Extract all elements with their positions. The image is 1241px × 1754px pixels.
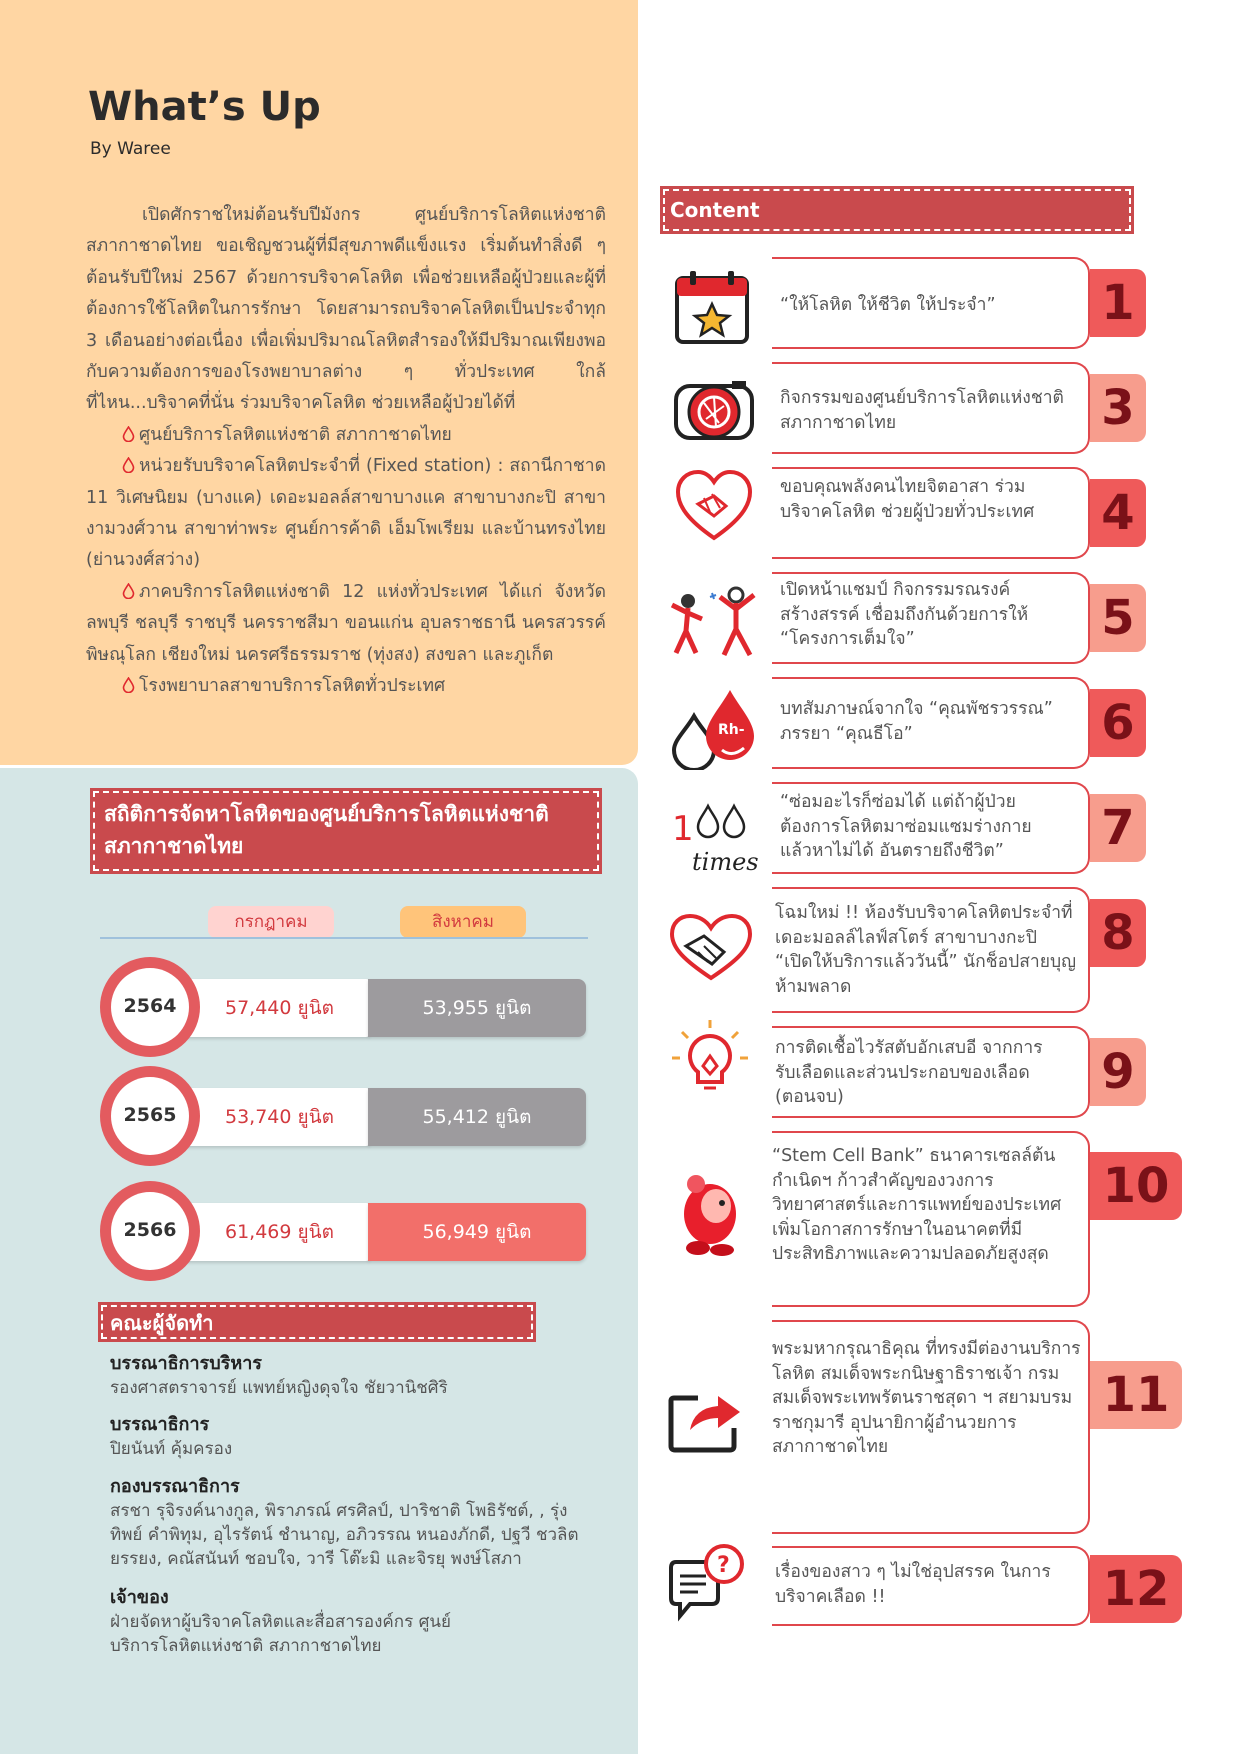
- content-text[interactable]: เปิดหน้าแชมป์ กิจกรรมรณรงค์สร้างสรรค์ เชื่อมถึงกันด้วยการให้ “โครงการเต็มใจ”: [780, 580, 1029, 649]
- svg-text:times: times: [692, 848, 759, 876]
- svg-text:1: 1: [672, 809, 694, 849]
- content-text[interactable]: “ให้โลหิต ให้ชีวิต ให้ประจำ”: [780, 295, 996, 315]
- stats-title: สถิติการจัดหาโลหิตของศูนย์บริการโลหิตแห่งชาติ สภากาชาดไทย: [90, 788, 602, 874]
- content-text[interactable]: ขอบคุณพลังคนไทยจิตอาสา ร่วมบริจาคโลหิต ช่วยผู้ป่วยทั่วประเทศ: [780, 477, 1035, 522]
- staff-names: สรชา รุจิรงค์นางกูล, พิราภรณ์ ศรศิลป์, ปาริชาติ โพธิรัชต์, , รุ่งทิพย์ คำพิทุม, อุไรรัตน์ ชำนาญ, อภิวรรณ หนองภักดี, ปฐวี ชวลิตยรรยง, คณัสนันท์ ชอบใจ, วารี โต๊ะมิ และจิรยุ พงษ์โสภา: [110, 1501, 579, 1569]
- lightbulb-icon: [670, 1018, 750, 1098]
- handshake-heart-icon: [668, 912, 754, 984]
- intro-bullet: โรงพยาบาลสาขาบริการโลหิตทั่วประเทศ: [86, 671, 606, 702]
- rh-blood-drop-icon: [668, 686, 764, 770]
- content-text[interactable]: กิจกรรมของศูนย์บริการโลหิตแห่งชาติ สภากาชาดไทย: [780, 388, 1064, 433]
- content-text[interactable]: บทสัมภาษณ์จากใจ “คุณพัชรวรรณ” ภรรยา “คุณธีโอ”: [780, 699, 1053, 744]
- page-number: 7: [1090, 794, 1146, 862]
- year-label: 2565: [123, 1104, 177, 1126]
- 100-times-icon: [670, 800, 760, 882]
- intro-paragraph: เปิดศักราชใหม่ต้อนรับปีมังกร ศูนย์บริการโลหิตแห่งชาติ สภากาชาดไทย ขอเชิญชวนผู้ที่มีสุขภาพดีแข็งแรง เริ่มต้นทำสิ่งดี ๆ ต้อนรับปีใหม่ 2567 ด้วยการบริจาคโลหิต เพื่อช่วยเหลือผู้ป่วยและผู้ที่ต้องการใช้โลหิตในการรักษา โดยสามารถบริจาคโลหิตเป็นประจำทุก 3 เดือนอย่างต่อเนื่อง เพื่อเพิ่มปริมาณโลหิตสำรองให้มีปริมาณเพียงพอกับความต้องการของโรงพยาบาลต่าง ๆ ทั่วประเทศ ใกล้ที่ไหน...บริจาคที่นั่น ร่วมบริจาคโลหิต ช่วยเหลือผู้ป่วยได้ที่: [86, 205, 606, 414]
- staff-role: บรรณาธิการบริหาร: [110, 1353, 262, 1374]
- page-number: 5: [1090, 584, 1146, 652]
- share-icon: [668, 1382, 744, 1454]
- blood-drop-icon: [122, 583, 135, 599]
- content-text[interactable]: การติดเชื้อไวรัสตับอักเสบอี จากการรับเลือดและส่วนประกอบของเลือด (ตอนจบ): [775, 1038, 1043, 1107]
- page-number: 10: [1090, 1152, 1182, 1220]
- staff-group: [110, 1352, 590, 1400]
- august-value: 55,412 ยูนิต: [422, 1106, 532, 1128]
- svg-text:?: ?: [717, 1553, 730, 1578]
- stats-row: [100, 957, 590, 1057]
- intro-bullet: ภาคบริการโลหิตแห่งชาติ 12 แห่งทั่วประเทศ ได้แก่ จังหวัดลพบุรี ชลบุรี ราชบุรี นครราชสีมา ขอนแก่น อุบลราชธานี นครสวรรค์ พิษณุโลก เชียงใหม่ นครศรีธรรมราช (ทุ่งสง) สงขลา และภูเก็ต: [86, 581, 606, 665]
- staff-group: [110, 1586, 470, 1658]
- staff-group: [110, 1475, 592, 1571]
- page-number: 1: [1090, 269, 1146, 337]
- cheering-people-icon: [666, 583, 764, 665]
- staff-title: คณะผู้จัดทำ: [98, 1302, 536, 1342]
- staff-role: เจ้าของ: [110, 1587, 169, 1608]
- staff-group: [110, 1413, 590, 1461]
- august-value: 53,955 ยูนิต: [422, 997, 532, 1019]
- year-label: 2566: [123, 1219, 177, 1241]
- calendar-star-icon: [672, 268, 752, 348]
- content-text[interactable]: พระมหากรุณาธิคุณ ที่ทรงมีต่องานบริการโลหิต สมเด็จพระกนิษฐาธิราชเจ้า กรมสมเด็จพระเทพรัตนราชสุดา ฯ สยามบรมราชกุมารี อุปนายิกาผู้อำนวยการ สภากาชาดไทย: [772, 1339, 1081, 1457]
- month-header-july: กรกฎาคม: [208, 906, 334, 938]
- year-label: 2564: [123, 995, 177, 1017]
- content-text[interactable]: “Stem Cell Bank” ธนาคารเซลล์ต้นกำเนิดฯ ก้าวสำคัญของวงการวิทยาศาสตร์และการแพทย์ของประเทศ เพิ่มโอกาสการรักษาในอนาคตที่มีประสิทธิภาพและความปลอดภัยสูงสุด: [772, 1146, 1062, 1264]
- question-chat-icon: [668, 1542, 748, 1622]
- intro-bullet: ศูนย์บริการโลหิตแห่งชาติ สภากาชาดไทย: [86, 420, 606, 451]
- staff-names: รองศาสตราจารย์ แพทย์หญิงดุจใจ ชัยวานิชศิริ: [110, 1378, 448, 1398]
- content-title: Content: [660, 186, 1134, 234]
- svg-text:Rh-: Rh-: [718, 722, 745, 738]
- month-header-august: สิงหาคม: [400, 906, 526, 938]
- staff-names: ฝ่ายจัดหาผู้บริจาคโลหิตและสื่อสารองค์กร ศูนย์บริการโลหิตแห่งชาติ สภากาชาดไทย: [110, 1612, 452, 1656]
- mascot-icon: [676, 1170, 746, 1258]
- content-text[interactable]: เรื่องของสาว ๆ ไม่ใช่อุปสรรค ในการบริจาคเลือด !!: [775, 1562, 1051, 1607]
- header-divider: [100, 937, 588, 939]
- byline: By Waree: [90, 139, 171, 159]
- staff-names: ปิยนันท์ คุ้มครอง: [110, 1439, 233, 1459]
- july-value: 61,469 ยูนิต: [225, 1221, 334, 1243]
- page-number: 8: [1090, 899, 1146, 967]
- stats-row: [100, 1066, 590, 1166]
- page-number: 6: [1090, 689, 1146, 757]
- july-value: 57,440 ยูนิต: [225, 997, 334, 1019]
- page-number: 11: [1090, 1361, 1182, 1429]
- stats-row: [100, 1181, 590, 1281]
- content-text[interactable]: “ซ่อมอะไรก็ซ่อมได้ แต่ถ้าผู้ป่วยต้องการโลหิตมาซ่อมแซมร่างกาย แล้วหาไม่ได้ อันตรายถึงชีวิต”: [780, 792, 1032, 861]
- page-number: 4: [1090, 479, 1146, 547]
- blood-drop-icon: [122, 677, 135, 693]
- july-value: 53,740 ยูนิต: [225, 1106, 334, 1128]
- august-value: 56,949 ยูนิต: [422, 1221, 532, 1243]
- content-text[interactable]: โฉมใหม่ !! ห้องรับบริจาคโลหิตประจำที่ เดอะมอลล์ไลฟ์สโตร์ สาขาบางกะปิ “เปิดให้บริการแล้ววันนี้” นักช็อปสายบุญห้ามพลาด: [775, 903, 1076, 997]
- page-number: 12: [1090, 1555, 1182, 1623]
- intro-bullet: หน่วยรับบริจาคโลหิตประจำที่ (Fixed station) : สถานีกาชาด 11 วิเศษนิยม (บางแค) เดอะมอลล์สาขาบางแค สาขาบางกะปิ สาขางามวงศ์วาน สาขาท่าพระ ศูนย์การค้าดิ เอ็มโพเรียม และบ้านทรงไทย (ย่านวงศ์สว่าง): [86, 456, 606, 571]
- heart-hands-icon: [674, 468, 754, 544]
- page-number: 9: [1090, 1038, 1146, 1106]
- page-title: What’s Up: [88, 84, 321, 130]
- intro-text: [86, 200, 606, 703]
- page-number: 3: [1090, 374, 1146, 442]
- camera-icon: [672, 378, 756, 442]
- staff-role: กองบรรณาธิการ: [110, 1476, 240, 1497]
- blood-drop-icon: [122, 426, 135, 442]
- staff-role: บรรณาธิการ: [110, 1414, 210, 1435]
- blood-drop-icon: [122, 457, 135, 473]
